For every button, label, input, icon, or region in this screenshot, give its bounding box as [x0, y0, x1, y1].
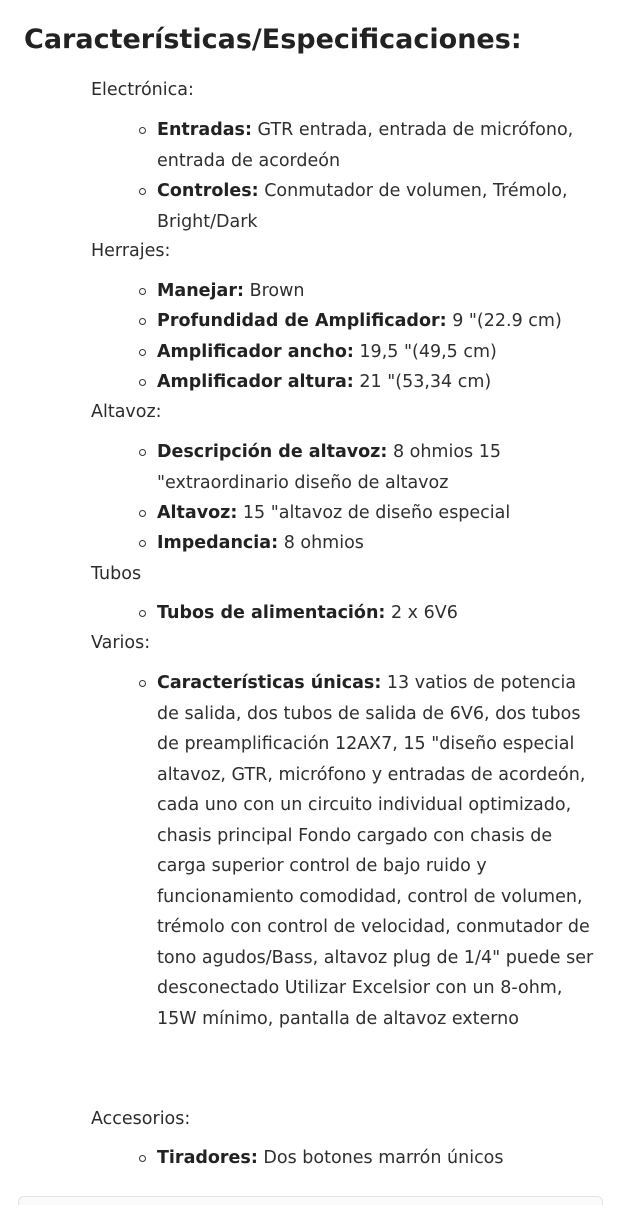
- spec-label: Controles:: [157, 181, 259, 201]
- spec-label: Profundidad de Amplificador:: [157, 311, 447, 331]
- spec-item-manejar: [157, 276, 597, 307]
- spec-label: Amplificador altura:: [157, 372, 354, 392]
- spec-value: 21 "(53,34 cm): [353, 372, 492, 392]
- hollow-bullet-icon: [139, 610, 146, 617]
- section-heading: Accesorios:: [91, 1109, 191, 1129]
- spec-item-caracteristicas-unicas: [157, 668, 597, 1034]
- section-heading: Altavoz:: [91, 402, 162, 422]
- hollow-bullet-icon: [139, 449, 146, 456]
- hollow-bullet-icon: [139, 510, 146, 517]
- spec-label: Tubos de alimentación:: [157, 603, 386, 623]
- section-heading: Tubos: [91, 564, 142, 584]
- spec-label: Manejar:: [157, 281, 244, 301]
- page-title: Características/Especificaciones:: [24, 24, 522, 55]
- spec-label: Características únicas:: [157, 673, 382, 693]
- spec-item-controles: [157, 176, 597, 237]
- spec-value: Conmutador de volumen, Trémolo, Bright/Dark: [157, 181, 568, 232]
- hollow-bullet-icon: [139, 379, 146, 386]
- hollow-bullet-icon: [139, 540, 146, 547]
- spec-value: 8 ohmios 15 "extraordinario diseño de altavoz: [157, 442, 501, 493]
- spec-value: 13 vatios de potencia de salida, dos tubos de salida de 6V6, dos tubos de preamplificación 12AX7, 15 "diseño especial altavoz, GTR, micrófono y entradas de acordeón, cada uno con un circuito individual optimizado, chasis principal Fondo cargado con chasis de carga superior control de bajo ruido y funcionamiento comodidad, control de volumen, trémolo con control de velocidad, conmutador de tono agudos/Bass, altavoz plug de 1/4" puede ser desconectado Utilizar Excelsior con un 8-ohm, 15W mínimo, pantalla de altavoz externo: [157, 673, 594, 1029]
- spec-item-impedancia: [157, 528, 597, 559]
- hollow-bullet-icon: [139, 318, 146, 325]
- spec-label: Impedancia:: [157, 533, 279, 553]
- spec-label: Tiradores:: [157, 1148, 258, 1168]
- spec-item-tiradores: [157, 1143, 597, 1174]
- spec-item-altavoz: [157, 498, 597, 529]
- hollow-bullet-icon: [139, 349, 146, 356]
- section-heading: Electrónica:: [91, 80, 194, 100]
- spec-item-ancho: [157, 337, 597, 368]
- hollow-bullet-icon: [139, 288, 146, 295]
- spec-item-descripcion-altavoz: [157, 437, 597, 498]
- spec-value: 2 x 6V6: [385, 603, 458, 623]
- spec-value: 8 ohmios: [278, 533, 364, 553]
- spec-label: Descripción de altavoz:: [157, 442, 388, 462]
- hollow-bullet-icon: [139, 680, 146, 687]
- hollow-bullet-icon: [139, 188, 146, 195]
- hollow-bullet-icon: [139, 127, 146, 134]
- spec-label: Amplificador ancho:: [157, 342, 354, 362]
- section-heading: Herrajes:: [91, 241, 171, 261]
- spec-value: 19,5 "(49,5 cm): [353, 342, 497, 362]
- spec-value: Dos botones marrón únicos: [257, 1148, 504, 1168]
- spec-value: GTR entrada, entrada de micrófono, entrada de acordeón: [157, 120, 574, 171]
- spec-item-entradas: [157, 115, 597, 176]
- spec-value: Brown: [244, 281, 305, 301]
- spec-value: 9 "(22.9 cm): [446, 311, 562, 331]
- hollow-bullet-icon: [139, 1155, 146, 1162]
- spec-item-altura: [157, 367, 597, 398]
- spec-label: Entradas:: [157, 120, 252, 140]
- section-heading: Varios:: [91, 633, 151, 653]
- spec-value: 15 "altavoz de diseño especial: [237, 503, 511, 523]
- spec-item-profundidad: [157, 306, 597, 337]
- next-card-edge: [18, 1196, 603, 1205]
- spec-label: Altavoz:: [157, 503, 238, 523]
- spec-item-tubos-alimentacion: [157, 598, 597, 629]
